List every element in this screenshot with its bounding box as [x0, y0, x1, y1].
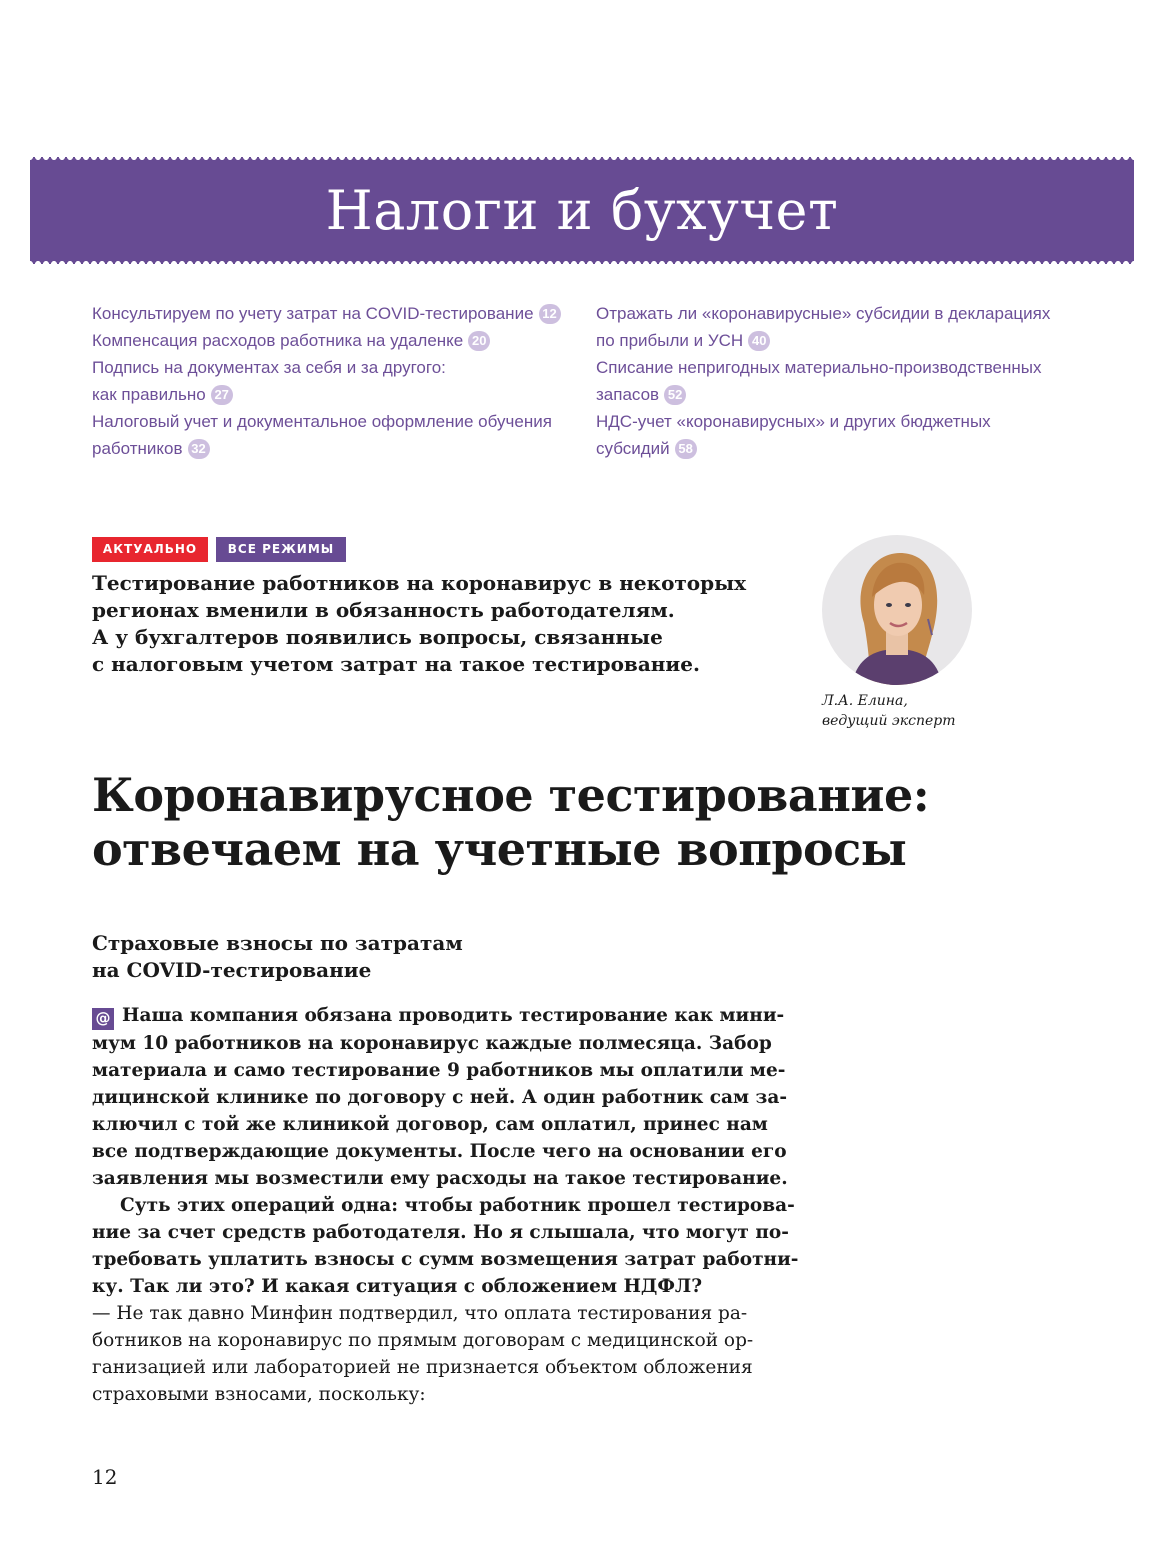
toc-item[interactable] — [92, 354, 562, 408]
lead-line: А у бухгалтеров появились вопросы, связанные — [92, 625, 663, 649]
section-title: Налоги и бухучет — [325, 179, 839, 242]
toc-item-text: Компенсация расходов работника на удаленке 20 — [92, 327, 562, 354]
toc-item-text: по прибыли и УСН 40 — [596, 327, 1066, 354]
toc-item[interactable] — [596, 300, 1066, 354]
toc-item-text: Консультируем по учету затрат на COVID-тестирование 12 — [92, 300, 562, 327]
body-line: страховыми взносами, поскольку: — [92, 1384, 426, 1405]
body-line: ние за счет средств работодателя. Но я слышала, что могут по- — [92, 1222, 789, 1243]
at-sign-icon: @ — [92, 1008, 114, 1030]
toc-item-text: Списание непригодных материально-производственных — [596, 358, 1042, 377]
toc-page-badge: 20 — [468, 331, 490, 351]
body-line: ботников на коронавирус по прямым договорам с медицинской ор- — [92, 1330, 754, 1351]
body-line: требовать уплатить взносы с сумм возмещения затрат работни- — [92, 1249, 799, 1270]
author-caption — [822, 691, 1022, 731]
toc-item[interactable] — [596, 408, 1066, 462]
toc-page-badge: 40 — [748, 331, 770, 351]
body-line: мум 10 работников на коронавирус каждые полмесяца. Забор — [92, 1033, 772, 1054]
body-line: заявления мы возместили ему расходы на такое тестирование. — [92, 1168, 788, 1189]
subheading-line: на COVID-тестирование — [92, 958, 372, 982]
question-paragraph-1 — [92, 1002, 788, 1192]
body-line: ключил с той же клиникой договор, сам оплатил, принес нам — [92, 1114, 768, 1135]
toc-item-text: запасов 52 — [596, 381, 1066, 408]
toc-page-badge: 58 — [675, 439, 697, 459]
toc-item[interactable] — [92, 300, 562, 327]
tag-topical: АКТУАЛЬНО — [92, 537, 208, 562]
body-line: дицинской клинике по договору с ней. А один работник сам за- — [92, 1087, 788, 1108]
tag-all-regimes: ВСЕ РЕЖИМЫ — [216, 537, 346, 562]
author-photo — [822, 535, 972, 685]
article-headline — [92, 768, 1092, 876]
toc-item-text: как правильно 27 — [92, 381, 562, 408]
question-paragraph-2 — [92, 1192, 799, 1300]
lead-line: регионах вменили в обязанность работодателям. — [92, 598, 675, 622]
toc-item[interactable] — [596, 354, 1066, 408]
lead-line: Тестирование работников на коронавирус в некоторых — [92, 571, 747, 595]
headline-line: Коронавирусное тестирование: — [92, 768, 930, 822]
body-line: материала и само тестирование 9 работников мы оплатили ме- — [92, 1060, 786, 1081]
toc-item-text: Подпись на документах за себя и за другого: — [92, 358, 446, 377]
toc-item-text: субсидий 58 — [596, 435, 1066, 462]
body-line: — Не так давно Минфин подтвердил, что оплата тестирования ра- — [92, 1303, 748, 1324]
toc-page-badge: 12 — [539, 304, 561, 324]
toc-right-column — [596, 300, 1066, 462]
toc-page-badge: 27 — [211, 385, 233, 405]
toc-item[interactable] — [92, 327, 562, 354]
body-line: все подтверждающие документы. После чего на основании его — [92, 1141, 787, 1162]
toc-item-text: Налоговый учет и документальное оформление обучения — [92, 412, 552, 431]
page-number: 12 — [92, 1465, 118, 1489]
subheading-line: Страховые взносы по затратам — [92, 931, 463, 955]
body-line: ку. Так ли это? И какая ситуация с обложением НДФЛ? — [92, 1276, 703, 1297]
author-name: Л.А. Елина, — [822, 693, 908, 709]
answer-paragraph — [92, 1300, 772, 1408]
article-subheading — [92, 930, 592, 984]
toc-item-text: работников 32 — [92, 435, 562, 462]
lead-line: с налоговым учетом затрат на такое тестирование. — [92, 652, 700, 676]
headline-line: отвечаем на учетные вопросы — [92, 822, 907, 876]
body-line: @ Наша компания обязана проводить тестирование как мини- — [92, 1002, 772, 1030]
toc-item-text: Отражать ли «коронавирусные» субсидии в декларациях — [596, 304, 1051, 323]
toc-page-badge: 52 — [664, 385, 686, 405]
author-role: ведущий эксперт — [822, 713, 956, 729]
toc-item[interactable] — [92, 408, 562, 462]
toc-page-badge: 32 — [188, 439, 210, 459]
article-body — [92, 1002, 799, 1408]
article-lead — [92, 570, 792, 678]
author-portrait-illustration — [822, 535, 972, 685]
toc-left-column — [92, 300, 562, 462]
body-line: Суть этих операций одна: чтобы работник прошел тестирова- — [120, 1195, 795, 1216]
body-line: ганизацией или лабораторией не признается объектом обложения — [92, 1357, 753, 1378]
toc-item-text: НДС-учет «коронавирусных» и других бюджетных — [596, 412, 991, 431]
